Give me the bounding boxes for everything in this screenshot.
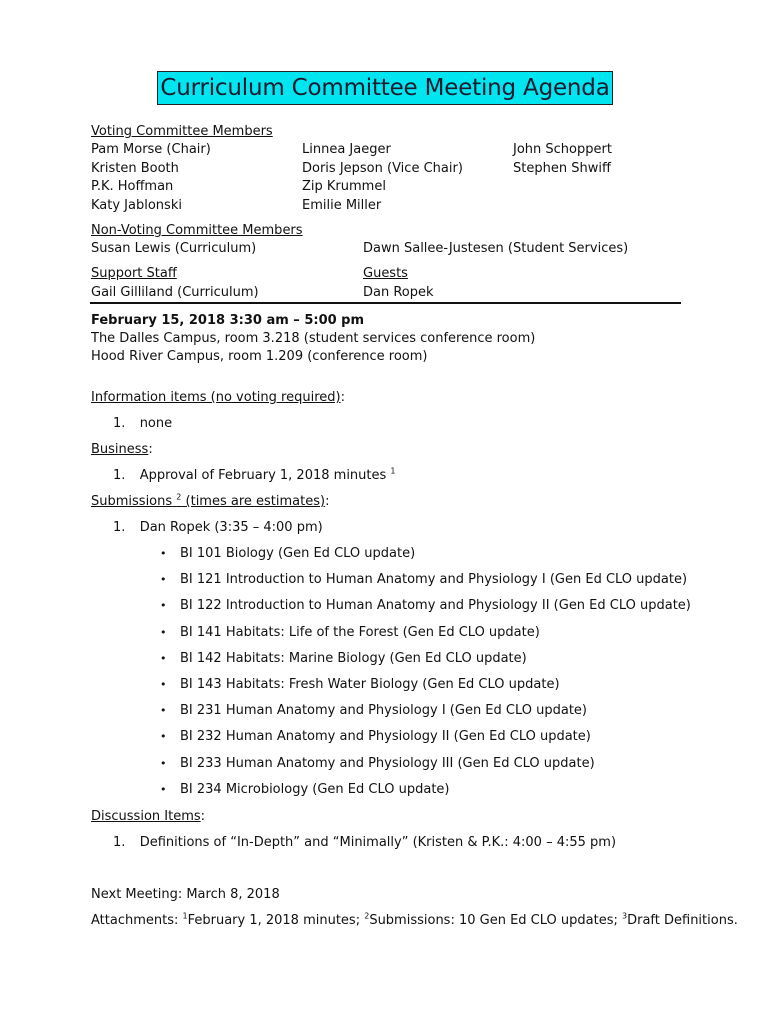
course-item: • BI 141 Habitats: Life of the Forest (Gen Ed CLO update): [160, 624, 691, 650]
meeting-date-time: February 15, 2018 3:30 am – 5:00 pm: [91, 313, 365, 328]
list-text: Approval of February 1, 2018 minutes: [139, 468, 387, 483]
list-text: Definitions of “In-Depth” and “Minimally” (Kristen & P.K.: 4:00 – 4:55 pm): [139, 835, 617, 850]
member-name: Doris Jepson (Vice Chair): [302, 160, 463, 176]
member-name: Stephen Shwiff: [513, 160, 611, 176]
submissions-heading: Submissions $^2$ (times are estimates): [91, 492, 326, 509]
footnote-ref: 1: [390, 466, 396, 476]
divider: [90, 302, 681, 304]
colon: :: [148, 442, 153, 457]
voting-col1: [91, 141, 211, 215]
member-name: Emilie Miller: [302, 197, 382, 213]
course-item: • BI 143 Habitats: Fresh Water Biology (Gen Ed CLO update): [160, 676, 691, 702]
list-item: [113, 415, 172, 433]
meeting-location: Hood River Campus, room 1.209 (conference room): [91, 349, 428, 364]
member-name: Zip Krummel: [302, 179, 386, 194]
list-number: 1.: [113, 835, 126, 850]
course-item: • BI 233 Human Anatomy and Physiology III (Gen Ed CLO update): [160, 755, 691, 781]
attachments: Attachments: $^1$February 1, 2018 minutes; $^2$Submissions: 10 Gen Ed CLO updates; $^3$Draft Definitions.: [91, 911, 738, 928]
member-name: Kristen Booth: [91, 160, 179, 176]
colon: :: [340, 390, 345, 405]
list-item: [113, 519, 323, 537]
business-heading: Business: [91, 442, 149, 457]
member-name: P.K. Hoffman: [91, 179, 174, 194]
colon: :: [325, 494, 330, 509]
bullet: •: [160, 704, 167, 718]
voting-heading: Voting Committee Members: [91, 124, 273, 139]
bullet: •: [160, 625, 167, 639]
list-item: [113, 834, 616, 852]
submissions-heading-line: [91, 493, 329, 511]
list-number: 1.: [113, 520, 126, 535]
list-number: 1.: [113, 416, 126, 431]
bullet: •: [160, 782, 167, 796]
course-list: [160, 545, 691, 807]
colon: :: [200, 809, 206, 824]
support-heading: Support Staff: [91, 266, 177, 281]
guest-name: Dan Ropek: [363, 285, 434, 300]
bullet: •: [160, 573, 167, 587]
support-name: Gail Gilliland (Curriculum): [91, 285, 259, 300]
bullet: •: [160, 599, 167, 613]
nonvoting-member: Dawn Sallee-Justesen (Student Services): [363, 241, 629, 256]
nonvoting-heading: Non-Voting Committee Members: [91, 223, 303, 238]
list-text: Dan Ropek (3:35 – 4:00 pm): [139, 520, 323, 535]
list-item: [113, 467, 396, 485]
business-heading-line: [91, 441, 153, 459]
nonvoting-member: Susan Lewis (Curriculum): [91, 241, 257, 256]
course-item: • BI 142 Habitats: Marine Biology (Gen Ed CLO update): [160, 650, 691, 676]
member-name: John Schoppert: [513, 142, 612, 157]
next-meeting: Next Meeting: March 8, 2018: [91, 887, 280, 902]
course-item: • BI 231 Human Anatomy and Physiology I (Gen Ed CLO update): [160, 702, 691, 728]
member-name: Pam Morse (Chair): [91, 142, 211, 157]
member-name: Katy Jablonski: [91, 197, 182, 213]
list-text: none: [139, 416, 173, 431]
bullet: •: [160, 730, 167, 744]
footnote-ref: 2: [176, 492, 182, 502]
page-title: Curriculum Committee Meeting Agenda: [157, 71, 612, 105]
discussion-heading: Discussion Items: [91, 809, 201, 824]
bullet: •: [160, 651, 167, 665]
bullet: •: [160, 677, 167, 691]
voting-col3: [513, 141, 612, 178]
meeting-location: The Dalles Campus, room 3.218 (student services conference room): [91, 331, 536, 346]
voting-col2: [302, 141, 463, 215]
member-name: Linnea Jaeger: [302, 142, 391, 157]
info-heading-line: [91, 389, 345, 407]
discussion-heading-line: [91, 808, 205, 826]
course-item: • BI 232 Human Anatomy and Physiology II (Gen Ed CLO update): [160, 728, 691, 754]
title-container: [0, 71, 770, 105]
list-number: 1.: [113, 468, 126, 483]
course-item: • BI 101 Biology (Gen Ed CLO update): [160, 545, 691, 571]
course-item: • BI 121 Introduction to Human Anatomy and Physiology I (Gen Ed CLO update): [160, 571, 691, 597]
info-heading: Information items (no voting required): [91, 390, 341, 405]
course-item: • BI 122 Introduction to Human Anatomy and Physiology II (Gen Ed CLO update): [160, 597, 691, 623]
course-item: • BI 234 Microbiology (Gen Ed CLO update): [160, 781, 691, 807]
guests-heading: Guests: [363, 266, 408, 281]
bullet: •: [160, 756, 167, 770]
bullet: •: [160, 547, 167, 560]
